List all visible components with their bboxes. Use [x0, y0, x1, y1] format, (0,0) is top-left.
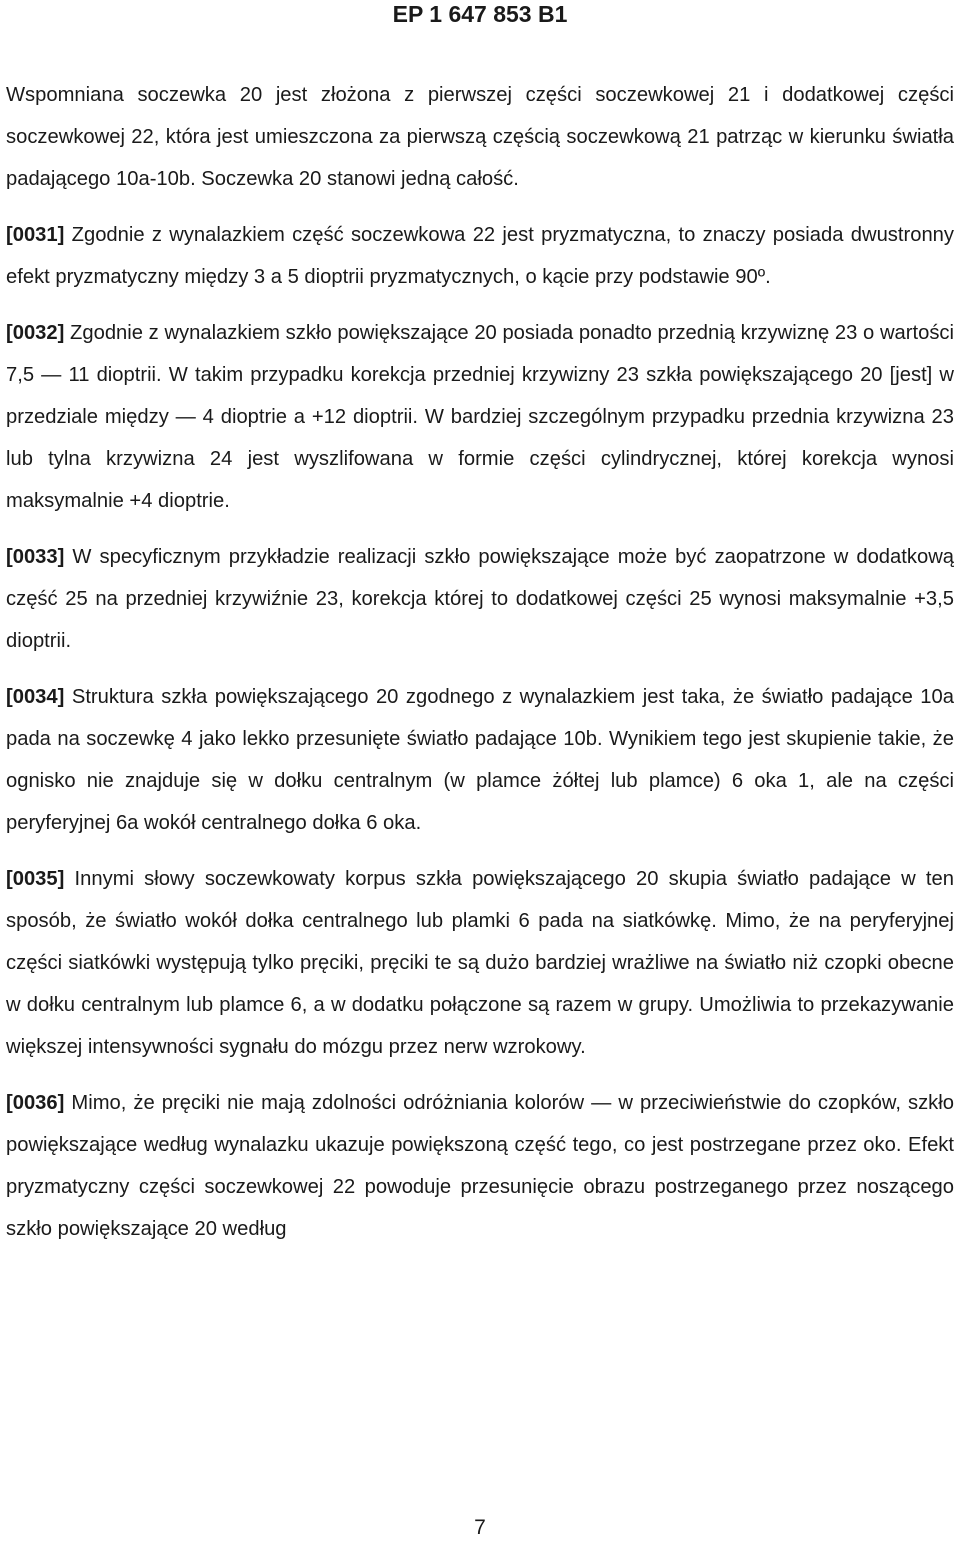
- paragraph-number: [0031]: [6, 224, 65, 246]
- paragraph-text: Zgodnie z wynalazkiem część soczewkowa 22 jest pryzmatyczna, to znaczy posiada dwustronny efekt pryzmatyczny między 3 a 5 dioptrii pryzmatycznych, o kącie przy podstawie 90º.: [6, 224, 954, 288]
- paragraph-0031: [6, 214, 954, 298]
- document-id-header: EP 1 647 853 B1: [392, 1, 568, 27]
- paragraph-text: W specyficznym przykładzie realizacji szkło powiększające może być zaopatrzone w dodatkową część 25 na przedniej krzywiźnie 23, korekcja której to dodatkowej części 25 wynosi maksymalnie +3,5 dioptrii.: [6, 546, 954, 652]
- paragraph-0036: [6, 1082, 954, 1250]
- paragraph: [6, 74, 954, 200]
- paragraph-number: [0036]: [6, 1092, 65, 1114]
- paragraph-text: Mimo, że pręciki nie mają zdolności odróżniania kolorów — w przeciwieństwie do czopków, szkło powiększające według wynalazku ukazuje powiększoną część tego, co jest postrzegane przez oko. Efekt pryzmatyczny części soczewkowej 22 powoduje przesunięcie obrazu postrzeganego przez noszącego szkło powiększające 20 według: [6, 1092, 954, 1240]
- document-body: [6, 74, 954, 1264]
- paragraph-0035: [6, 858, 954, 1068]
- page-number: 7: [474, 1516, 486, 1539]
- paragraph-0034: [6, 676, 954, 844]
- paragraph-number: [0032]: [6, 322, 65, 344]
- paragraph-number: [0033]: [6, 546, 65, 568]
- paragraph-0033: [6, 536, 954, 662]
- paragraph-0032: [6, 312, 954, 522]
- paragraph-text: Innymi słowy soczewkowaty korpus szkła powiększającego 20 skupia światło padające w ten sposób, że światło wokół dołka centralnego lub plamki 6 pada na siatkówkę. Mimo, że na peryferyjnej części siatkówki występują tylko pręciki, pręciki te są dużo bardziej wrażliwe na światło niż czopki obecne w dołku centralnym lub plamce 6, a w dodatku połączone są razem w grupy. Umożliwia to przekazywanie większej intensywności sygnału do mózgu przez nerw wzrokowy.: [6, 868, 954, 1058]
- paragraph-text: Struktura szkła powiększającego 20 zgodnego z wynalazkiem jest taka, że światło padające 10a pada na soczewkę 4 jako lekko przesunięte światło padające 10b. Wynikiem tego jest skupienie takie, że ognisko nie znajduje się w dołku centralnym (w plamce żółtej lub plamce) 6 oka 1, ale na części peryferyjnej 6a wokół centralnego dołka 6 oka.: [6, 686, 954, 834]
- paragraph-number: [0034]: [6, 686, 65, 708]
- paragraph-number: [0035]: [6, 868, 65, 890]
- paragraph-text: Wspomniana soczewka 20 jest złożona z pierwszej części soczewkowej 21 i dodatkowej części soczewkowej 22, która jest umieszczona za pierwszą częścią soczewkową 21 patrząc w kierunku światła padającego 10a-10b. Soczewka 20 stanowi jedną całość.: [6, 84, 954, 190]
- paragraph-text: Zgodnie z wynalazkiem szkło powiększające 20 posiada ponadto przednią krzywiznę 23 o wartości 7,5 — 11 dioptrii. W takim przypadku korekcja przedniej krzywizny 23 szkła powiększającego 20 [jest] w przedziale między — 4 dioptrie a +12 dioptrii. W bardziej szczególnym przypadku przednia krzywizna 23 lub tylna krzywizna 24 jest wyszlifowana w formie części cylindrycznej, której korekcja wynosi maksymalnie +4 dioptrie.: [6, 322, 954, 512]
